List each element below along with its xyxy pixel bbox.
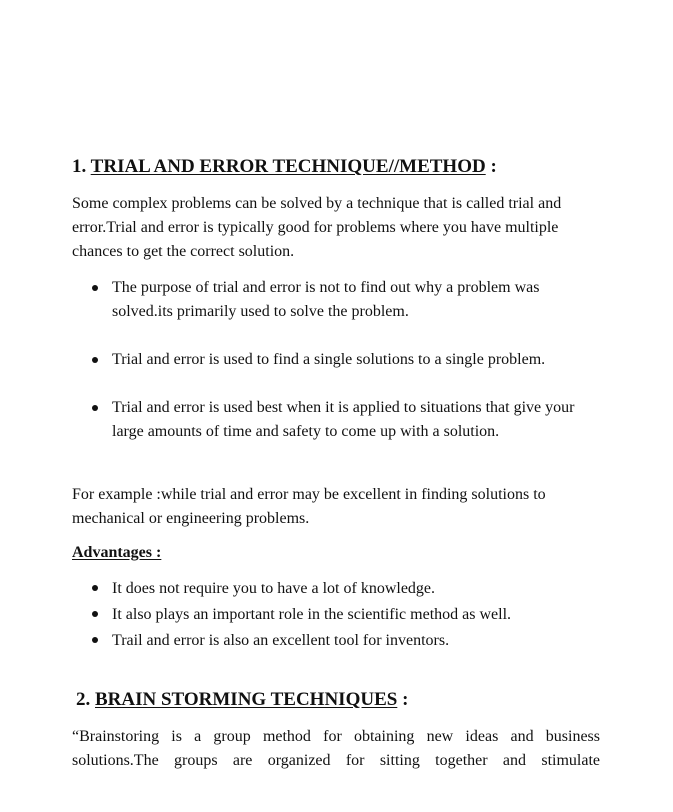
- section-2-intro-line-2: solutions.The groups are organized for sitting together and stimulate: [72, 752, 600, 769]
- section-2-intro-line-1: “Brainstoring is a group method for obtaining new ideas and business: [72, 728, 600, 745]
- section-2-number: 2.: [76, 689, 91, 710]
- list-item: Trial and error is used best when it is applied to situations that give your large amounts of time and safety to come up with a solution.: [72, 396, 602, 444]
- section-1-bullet-list: [72, 276, 602, 444]
- section-2-heading: [76, 689, 408, 711]
- section-1-number: 1.: [72, 156, 87, 177]
- list-item: The purpose of trial and error is not to find out why a problem was solved.its primarily used to solve the problem.: [72, 276, 602, 324]
- list-item: Trail and error is also an excellent tool for inventors.: [72, 628, 602, 654]
- list-item: It also plays an important role in the scientific method as well.: [72, 602, 602, 628]
- list-item: It does not require you to have a lot of knowledge.: [72, 576, 602, 602]
- advantages-heading: Advantages :: [72, 544, 162, 561]
- section-1-title: TRIAL AND ERROR TECHNIQUE//METHOD: [90, 156, 486, 177]
- section-1-heading: [72, 156, 497, 178]
- list-item: Trial and error is used to find a single solutions to a single problem.: [72, 348, 602, 372]
- section-1-suffix: :: [485, 156, 497, 177]
- section-2-suffix: :: [397, 689, 409, 710]
- section-2-title: BRAIN STORMING TECHNIQUES: [95, 689, 398, 710]
- section-1-example: For example :while trial and error may be excellent in finding solutions to mechanical or engineering problems.: [72, 486, 546, 527]
- advantages-list: [72, 576, 602, 654]
- section-1-intro: Some complex problems can be solved by a technique that is called trial and error.Trial and error is typically good for problems where you have multiple chances to get the correct solution.: [72, 195, 562, 260]
